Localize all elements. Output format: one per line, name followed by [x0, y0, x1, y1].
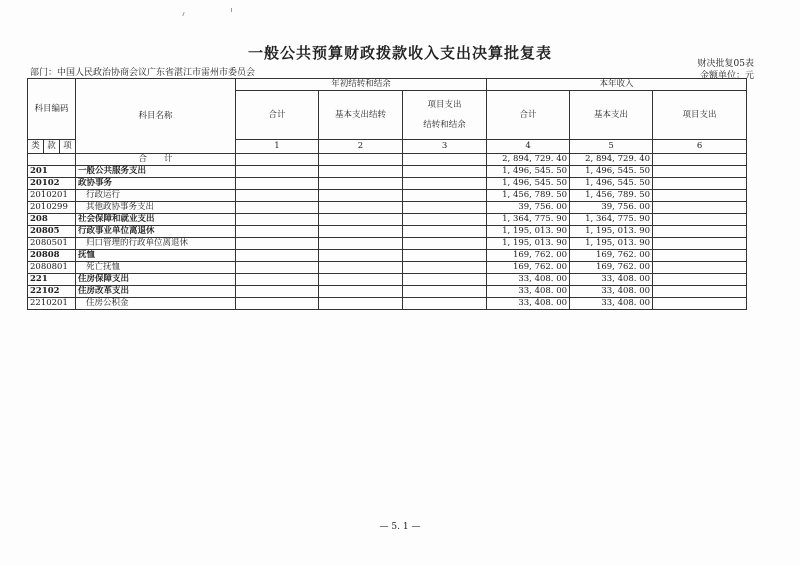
cell-empty	[403, 250, 487, 262]
cell-project-expense	[653, 202, 747, 214]
cell-empty	[403, 190, 487, 202]
subject-name: 行政事业单位离退休	[76, 226, 236, 238]
cell-income-total: 1, 496, 545. 50	[487, 178, 570, 190]
subject-code: 2210201	[28, 298, 76, 310]
cell-empty	[236, 262, 319, 274]
total-income: 2, 894, 729. 40	[487, 154, 570, 166]
cell-basic-expense: 169, 762. 00	[570, 250, 653, 262]
cell-empty	[236, 250, 319, 262]
heji-label: 合 计	[76, 154, 236, 166]
cell-empty	[319, 178, 403, 190]
header-kuan: 款	[44, 140, 60, 154]
cell-empty	[403, 214, 487, 226]
subject-code: 2010201	[28, 190, 76, 202]
subject-name: 一般公共服务支出	[76, 166, 236, 178]
row-code	[28, 154, 76, 166]
cell-income-total: 33, 408. 00	[487, 298, 570, 310]
header-project-carry-line2: 结转和结余	[423, 120, 466, 130]
cell-empty	[236, 274, 319, 286]
header-group-income: 本年收入	[487, 79, 747, 91]
cell-empty	[403, 238, 487, 250]
cell-project-expense	[653, 214, 747, 226]
cell-empty	[319, 202, 403, 214]
cell-income-total: 1, 496, 545. 50	[487, 166, 570, 178]
table-row	[28, 298, 747, 310]
cell-project-expense	[653, 166, 747, 178]
table-row	[28, 190, 747, 202]
subject-name: 住房公积金	[76, 298, 236, 310]
cell-empty	[403, 262, 487, 274]
cell-basic-expense: 1, 195, 013. 90	[570, 226, 653, 238]
cell-basic-expense: 33, 408. 00	[570, 298, 653, 310]
subject-name: 社会保障和就业支出	[76, 214, 236, 226]
table-row	[28, 166, 747, 178]
table-row	[28, 226, 747, 238]
scan-mark	[182, 12, 184, 16]
cell-empty	[236, 202, 319, 214]
cell-empty	[319, 190, 403, 202]
amount-unit: 金额单位：元	[699, 71, 754, 81]
cell-income-total: 1, 364, 775. 90	[487, 214, 570, 226]
header-project-carry-line1: 项目支出	[427, 100, 462, 110]
cell-empty	[319, 286, 403, 298]
cell-basic-expense: 1, 195, 013. 90	[570, 238, 653, 250]
cell-income-total: 1, 456, 789. 50	[487, 190, 570, 202]
subject-name: 死亡抚恤	[76, 262, 236, 274]
header-lei: 类	[28, 140, 44, 154]
budget-table	[27, 78, 747, 310]
subject-code: 22102	[28, 286, 76, 298]
cell-empty	[403, 166, 487, 178]
col-num-4: 4	[487, 140, 570, 154]
cell-basic-expense: 33, 408. 00	[570, 274, 653, 286]
table-row	[28, 214, 747, 226]
header-total-income: 合计	[487, 91, 570, 140]
page-number: — 5. 1 —	[379, 522, 421, 532]
header-basic-carry: 基本支出结转	[319, 91, 403, 140]
cell-basic-expense: 33, 408. 00	[570, 286, 653, 298]
cell-empty	[319, 250, 403, 262]
subject-name: 行政运行	[76, 190, 236, 202]
table-row	[28, 274, 747, 286]
cell-empty	[403, 178, 487, 190]
cell-empty	[236, 238, 319, 250]
cell-basic-expense: 39, 756. 00	[570, 202, 653, 214]
subject-code: 20808	[28, 250, 76, 262]
cell-empty	[403, 274, 487, 286]
cell-empty	[319, 166, 403, 178]
cell-income-total: 33, 408. 00	[487, 274, 570, 286]
cell-project-expense	[653, 238, 747, 250]
subject-code: 2080501	[28, 238, 76, 250]
table-row	[28, 202, 747, 214]
cell-project-expense	[653, 190, 747, 202]
col-num-5: 5	[570, 140, 653, 154]
total-basic: 2, 894, 729. 40	[570, 154, 653, 166]
cell-empty	[236, 166, 319, 178]
cell-empty	[403, 298, 487, 310]
page-title: 一般公共预算财政拨款收入支出决算批复表	[247, 44, 552, 62]
col-num-1: 1	[236, 140, 319, 154]
cell-empty	[236, 298, 319, 310]
cell-empty	[319, 214, 403, 226]
col-num-2: 2	[319, 140, 403, 154]
subject-code: 2010299	[28, 202, 76, 214]
cell-empty	[319, 262, 403, 274]
cell-empty	[236, 226, 319, 238]
subject-code: 20805	[28, 226, 76, 238]
cell-basic-expense: 1, 496, 545. 50	[570, 178, 653, 190]
cell-basic-expense: 1, 456, 789. 50	[570, 190, 653, 202]
subject-code: 221	[28, 274, 76, 286]
subject-name: 抚恤	[76, 250, 236, 262]
header-project-expense: 项目支出	[653, 91, 747, 140]
cell-empty	[236, 214, 319, 226]
cell-income-total: 39, 756. 00	[487, 202, 570, 214]
header-basic-expense: 基本支出	[570, 91, 653, 140]
subject-name: 归口管理的行政单位离退休	[76, 238, 236, 250]
subject-code: 208	[28, 214, 76, 226]
subject-name: 住房改革支出	[76, 286, 236, 298]
cell-empty	[403, 202, 487, 214]
header-subject-name: 科目名称	[76, 79, 236, 154]
cell-project-expense	[653, 274, 747, 286]
subject-name: 住房保障支出	[76, 274, 236, 286]
cell-empty	[319, 238, 403, 250]
subject-name: 其他政协事务支出	[76, 202, 236, 214]
doc-code: 财决批复05表	[697, 59, 754, 69]
cell-project-expense	[653, 298, 747, 310]
cell-empty	[236, 286, 319, 298]
col-num-6: 6	[653, 140, 747, 154]
cell-empty	[403, 226, 487, 238]
cell-empty	[236, 190, 319, 202]
header-subject-code: 科目编码	[28, 79, 76, 140]
header-xiang: 项	[60, 140, 76, 154]
cell-empty	[236, 178, 319, 190]
cell-project-expense	[653, 286, 747, 298]
cell-income-total: 169, 762. 00	[487, 262, 570, 274]
header-total: 合计	[236, 91, 319, 140]
subject-code: 20102	[28, 178, 76, 190]
cell-empty	[319, 298, 403, 310]
cell-project-expense	[653, 250, 747, 262]
cell-basic-expense: 169, 762. 00	[570, 262, 653, 274]
cell-income-total: 1, 195, 013. 90	[487, 226, 570, 238]
scan-mark	[231, 8, 232, 12]
subject-name: 政协事务	[76, 178, 236, 190]
cell-basic-expense: 1, 496, 545. 50	[570, 166, 653, 178]
cell-empty	[403, 286, 487, 298]
table-row	[28, 178, 747, 190]
cell-income-total: 169, 762. 00	[487, 250, 570, 262]
cell-income-total: 33, 408. 00	[487, 286, 570, 298]
cell-income-total: 1, 195, 013. 90	[487, 238, 570, 250]
table-row	[28, 250, 747, 262]
cell-empty	[319, 226, 403, 238]
header-group-begin: 年初结转和结余	[236, 79, 487, 91]
cell-project-expense	[653, 262, 747, 274]
cell-basic-expense: 1, 364, 775. 90	[570, 214, 653, 226]
cell-project-expense	[653, 178, 747, 190]
subject-code: 2080801	[28, 262, 76, 274]
cell-empty	[319, 274, 403, 286]
col-num-3: 3	[403, 140, 487, 154]
table-row	[28, 286, 747, 298]
subject-code: 201	[28, 166, 76, 178]
header-project-carry	[403, 91, 487, 140]
cell-project-expense	[653, 226, 747, 238]
department-label: 部门：中国人民政治协商会议广东省湛江市雷州市委员会	[30, 68, 256, 78]
table-row	[28, 262, 747, 274]
table-row	[28, 238, 747, 250]
